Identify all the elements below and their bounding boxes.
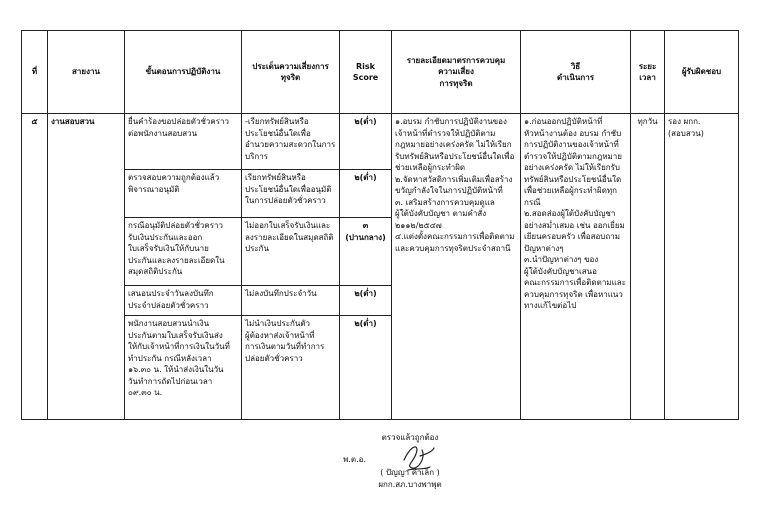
signer-rank: พ.ต.อ. [343,455,366,464]
issue-cell: เรียกทรัพย์สินหรือ ประโยชน์อื่นใดเพื่ออนุมัติ ในการปล่อยตัวชั่วคราว [242,170,340,218]
score-cell: ๒(ต่ำ) [340,114,392,170]
header-risk-score: Risk Score [340,31,392,114]
issue-cell: ไม่ลงบันทึกประจำวัน [242,286,340,316]
header-risk-issue: ประเด็นความเสี่ยงการ ทุจริต [242,31,340,114]
method-cell: ๑.ก่อนออกปฏิบัติหน้าที่ หัวหน้างานต้อง อบรม กำชับ การปฏิบัติงานของเจ้าหน้าที่ ตำรวจให้ปฏิบัติตามกฎหมาย อย่างเคร่งครัด ไม่ให้เรียกรับ ทรัพย์สินหรือประโยชน์อื่นใด เพื่อช่วยเหลือผู้กระทำผิดทุก กรณี ๒.สอดส่องผู้ใต้บังคับบัญชา อย่างสม่ำเสมอ เช่น ออกเยี่ยม เยียนครอบครัว เพื่อสอบถาม ปัญหาต่างๆ ๓.นำปัญหาต่างๆ ของ ผู้ใต้บังคับบัญชาเสนอ คณะกรรมการเพื่อติดตามและ ควบคุมการทุจริต เพื่อหาแนว ทางแก้ไขต่อไป [521,114,631,420]
issue-cell: ไม่ออกใบเสร็จรับเงินและ ลงรายละเอียดในสมุดสถิติ ประกัน [242,218,340,286]
period-cell: ทุกวัน [631,114,665,420]
header-owner: ผู้รับผิดชอบ [665,31,739,114]
row-no: ๕ [22,114,48,420]
checked-text: ตรวจแล้วถูกต้อง [381,433,439,442]
step-cell: กรณีอนุมัติปล่อยตัวชั่วคราว รับเงินประกันและออก ใบเสร็จรับเงินให้กับนาย ประกันและลงรายละเอียดใน สมุดสถิติประกัน [125,218,242,286]
header-steps: ขั้นตอนการปฏิบัติงาน [125,31,242,114]
score-cell: ๒(ต่ำ) [340,316,392,420]
signer-position: ผกก.สภ.บางพาพุต [378,480,442,489]
risk-table [21,30,739,420]
step-cell: ตรวจสอบความถูกต้องแล้ว พิจารณาอนุมัติ [125,170,242,218]
header-no: ที่ [22,31,48,114]
header-row [22,31,739,114]
row-work-line: งานสอบสวน [48,114,125,420]
owner-cell: รอง ผกก.(สอบสวน) [665,114,739,420]
step-cell: เสนอนประจำวันลงบันทึก ประจำปล่อยตัวชั่วคราว [125,286,242,316]
score-cell: ๓ (ปานกลาง) [340,218,392,286]
step-cell: ยื่นคำร้องขอปล่อยตัวชั่วคราว ต่อพนักงานสอบสวน [125,114,242,170]
header-work-line: สายงาน [48,31,125,114]
score-cell: ๒(ต่ำ) [340,286,392,316]
score-cell: ๒(ต่ำ) [340,170,392,218]
step-cell: พนักงานสอบสวนนำเงิน ประกันตามใบเสร็จรับเงินส่ง ให้กับเจ้าหน้าที่การเงินในวันที่ ทำประกัน กรณีหลังเวลา ๑๖.๓๐ น. ให้นำส่งเงินในวัน วันทำการถัดไปก่อนเวลา ๐๙.๓๐ น. [125,316,242,420]
issue-cell: ไม่นำเงินประกันตัว ผู้ต้องหาส่งเจ้าหน้าที่ การเงินตามวันที่ทำการ ปล่อยตัวชั่วคราว [242,316,340,420]
issue-cell: -เรียกทรัพย์สินหรือ ประโยชน์อื่นใดเพื่อ อำนวยความสะดวกในการ บริการ [242,114,340,170]
signer-name: ( ปัญญา คำเล็ก ) [380,468,440,477]
header-measures: รายละเอียดมาตรการควบคุม ความเสี่ยง การทุจริต [392,31,521,114]
measures-cell: ๑.อบรม กำชับการปฏิบัติงานของ เจ้าหน้าที่ตำรวจให้ปฏิบัติตาม กฎหมายอย่างเคร่งครัด ไม่ให้เรียก รับทรัพย์สินหรือประโยชน์อื่นใดเพื่อ ช่วยเหลือผู้กระทำผิด ๒.จัดหาสวัสดิการเพิ่มเติมเพื่อสร้าง ขวัญกำลังใจในการปฏิบัติหน้าที่ ๓. เสริมสร้างการควบคุมดูแล ผู้ใต้บังคับบัญชา ตามคำสั่ง ๒๑๑๒/๒๕๔๗ ๔.แต่งตั้งคณะกรรมการเพื่อติดตาม และควบคุมการทุจริตประจำสถานี [392,114,521,420]
header-method: วิธี ดำเนินการ [521,31,631,114]
table-row [22,114,739,170]
header-period: ระยะ เวลา [631,31,665,114]
